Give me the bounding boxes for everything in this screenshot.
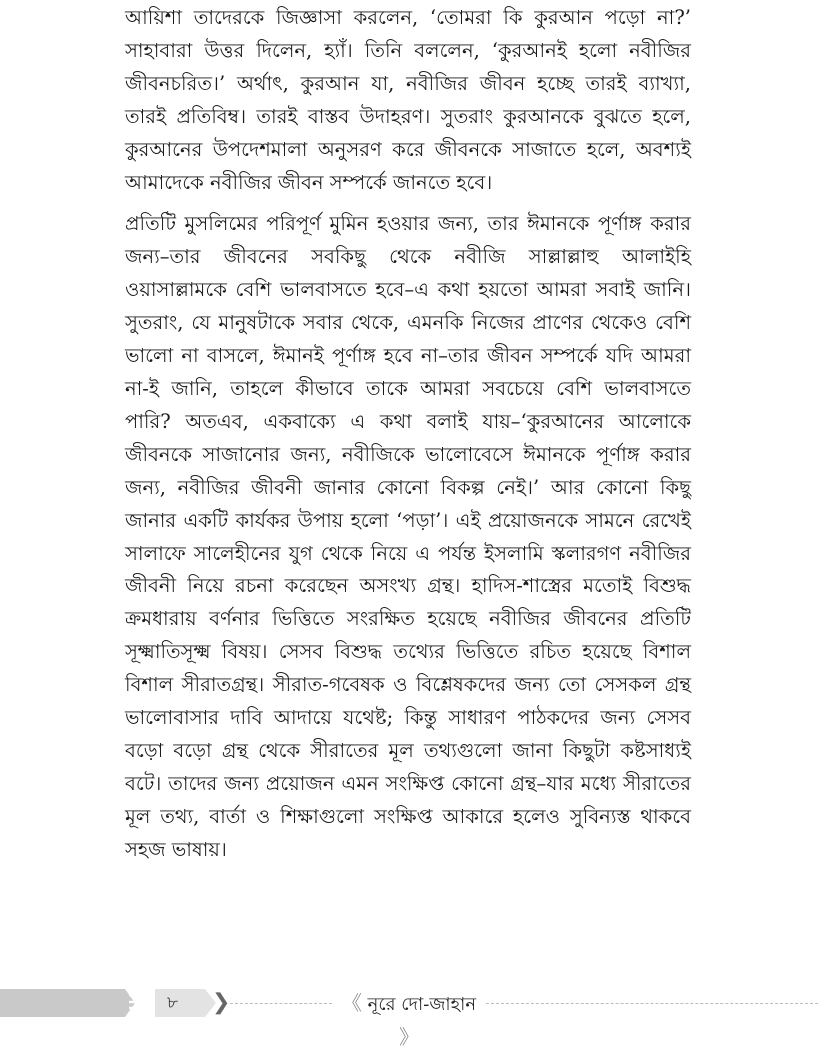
chevron-right-icon: ❯ [212,990,231,1015]
page-number: ৮ [155,989,205,1017]
footer-title-group [330,987,488,1055]
footer-rule-right [486,1003,818,1004]
book-title: নূরে দো-জাহান [367,994,477,1015]
page-body [125,2,691,867]
footer-rule-left [230,1003,332,1004]
paragraph-1: আয়িশা তাদেরকে জিজ্ঞাসা করলেন, ‘তোমরা কি কুরআন পড়ো না?’ সাহাবারা উত্তর দিলেন, হ্যাঁ। তিনি বললেন, ‘কুরআনই হলো নবীজির জীবনচরিত।’ অর্থাৎ, কুরআন যা, নবীজির জীবন হচ্ছে তারই ব্যাখ্যা, তারই প্রতিবিম্ব। তারই বাস্তব উদাহরণ। সুতরাং কুরআনকে বুঝতে হলে, কুরআনের উপদেশমালা অনুসরণ করে জীবনকে সাজাতে হলে, অবশ্যই আমাদেকে নবীজির জীবন সম্পর্কে জানতে হবে। [125,6,691,194]
page-footer [0,985,818,1049]
title-ornament-left: 《 [341,991,362,1015]
footer-band [0,989,125,1017]
book-icon [126,990,152,1017]
title-ornament-right: 》 [399,1025,419,1049]
paragraph-2: প্রতিটি মুসলিমের পরিপূর্ণ মুমিন হওয়ার জন্য, তার ঈমানকে পূর্ণাঙ্গ করার জন্য–তার জীবনের সবকিছু থেকে নবীজি সাল্লাল্লাহু আলাইহি ওয়াসাল্লামকে বেশি ভালবাসতে হবে–এ কথা হয়তো আমরা সবাই জানি। সুতরাং, যে মানুষটাকে সবার থেকে, এমনকি নিজের প্রাণের থেকেও বেশি ভালো না বাসলে, ঈমানই পূর্ণাঙ্গ হবে না–তার জীবন সম্পর্কে যদি আমরা না-ই জানি, তাহলে কীভাবে তাকে আমরা সবচেয়ে বেশি ভালবাসতে পারি? অতএব, একবাক্যে এ কথা বলাই যায়–‘কুরআনের আলোকে জীবনকে সাজানোর জন্য, নবীজিকে ভালোবেসে ঈমানকে পূর্ণাঙ্গ করার জন্য, নবীজির জীবনী জানার কোনো বিকল্প নেই।’ আর কোনো কিছু জানার একটি কার্যকর উপায় হলো ‘পড়া’। এই প্রয়োজনকে সামনে রেখেই সালাফে সালেহীনের যুগ থেকে নিয়ে এ পর্যন্ত ইসলামি স্কলারগণ নবীজির জীবনী নিয়ে রচনা করেছেন অসংখ্য গ্রন্থ। হাদিস-শাস্ত্রের মতোই বিশুদ্ধ ক্রমধারায় বর্ণনার ভিত্তিতে সংরক্ষিত হয়েছে নবীজির জীবনের প্রতিটি সূক্ষ্মাতিসূক্ষ্ম বিষয়। সেসব বিশুদ্ধ তথ্যের ভিত্তিতে রচিত হয়েছে বিশাল বিশাল সীরাতগ্রন্থ। সীরাত-গবেষক ও বিশ্লেষকদের জন্য তো সেসকল গ্রন্থ ভালোবাসার দাবি আদায়ে যথেষ্ট; কিন্তু সাধারণ পাঠকদের জন্য সেসব বড়ো বড়ো গ্রন্থ থেকে সীরাতের মূল তথ্যগুলো জানা কিছুটা কষ্টসাধ্যই বটে। তাদের জন্য প্রয়োজন এমন সংক্ষিপ্ত কোনো গ্রন্থ–যার মধ্যে সীরাতের মূল তথ্য, বার্তা ও শিক্ষাগুলো সংক্ষিপ্ত আকারে হলেও সুবিন্যস্ত থাকবে সহজ ভাষায়। [125,212,691,861]
